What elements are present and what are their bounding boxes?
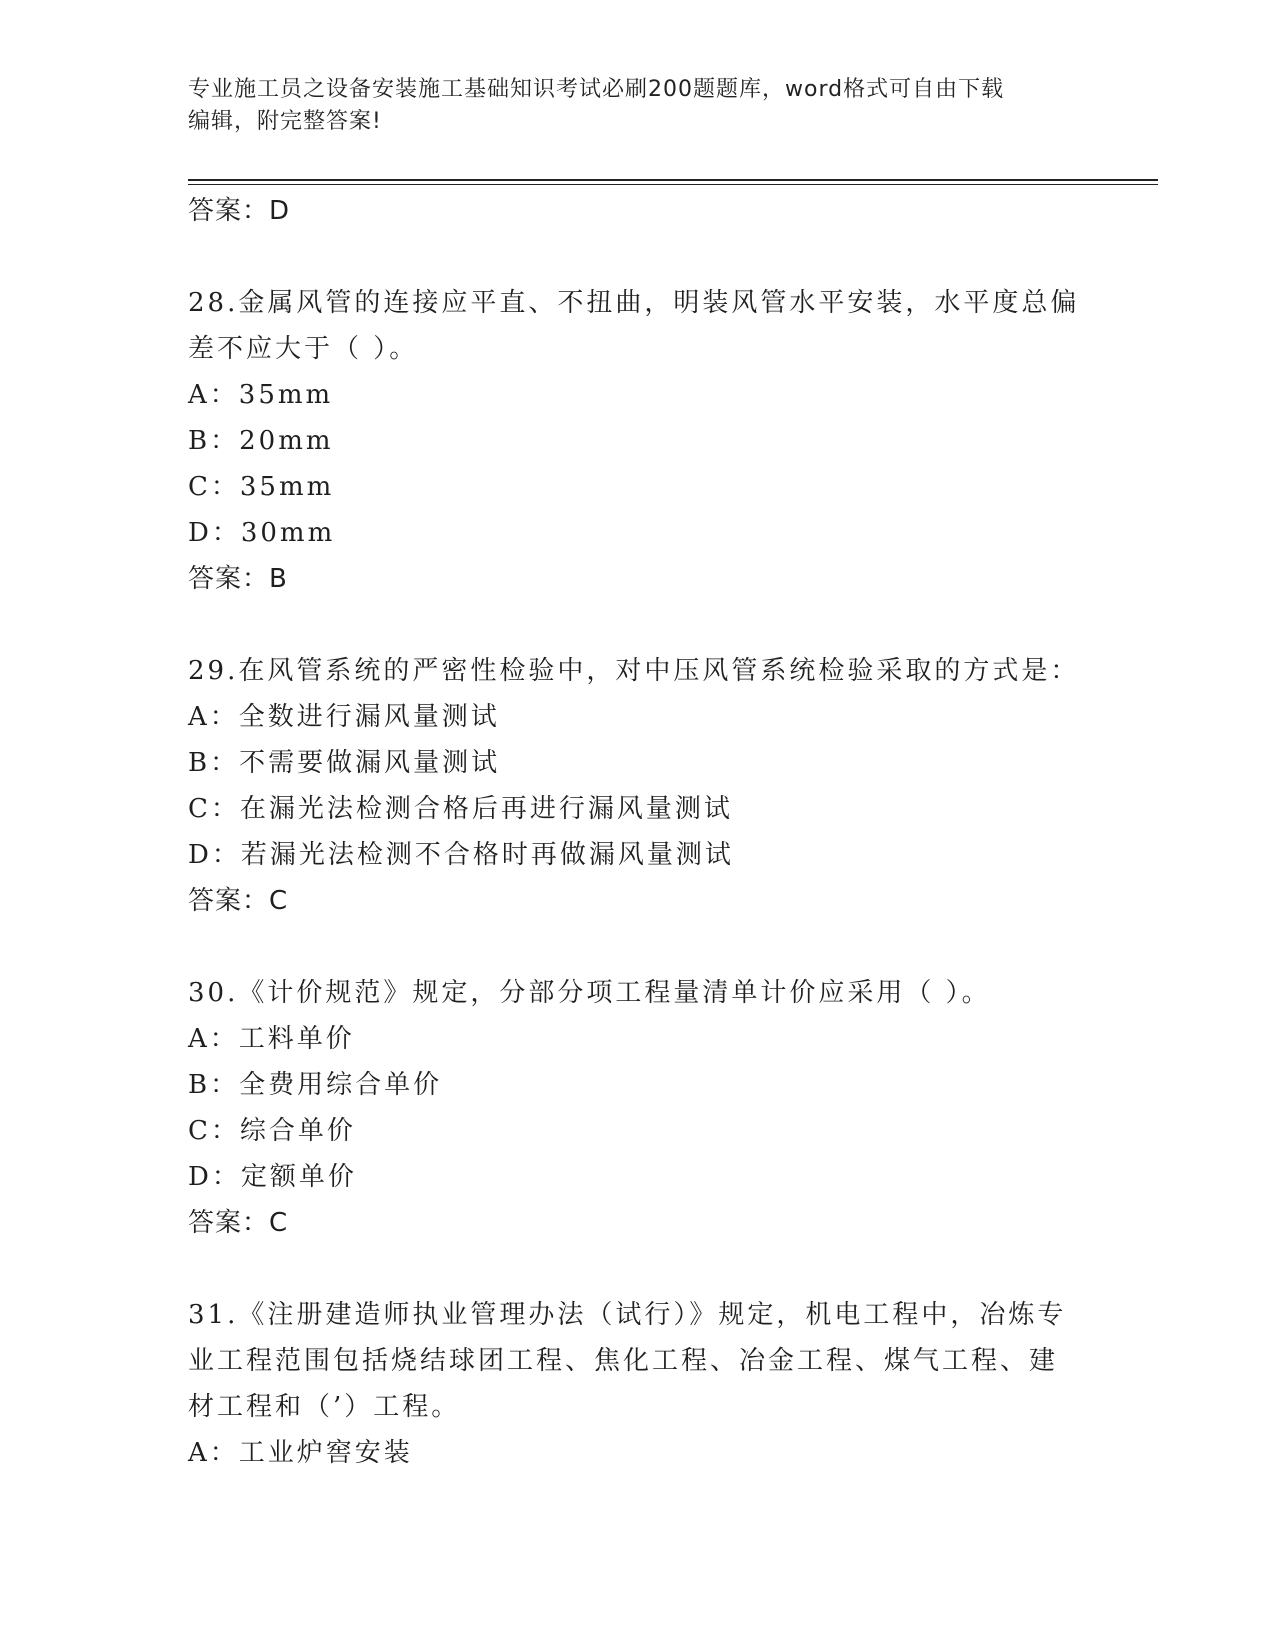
question-30 xyxy=(188,970,1088,1246)
option-b: B：20mm xyxy=(188,426,334,456)
option-d: D：若漏光法检测不合格时再做漏风量测试 xyxy=(188,840,734,870)
page-header xyxy=(188,74,1088,138)
spacer xyxy=(188,602,1088,648)
question-text: 业工程范围包括烧结球团工程、焦化工程、冶金工程、煤气工程、建 xyxy=(188,1346,1059,1376)
question-text: 差不应大于（ ）。 xyxy=(188,334,419,364)
option-d: D：定额单价 xyxy=(188,1162,357,1192)
option-a: A：工业炉窖安装 xyxy=(188,1438,413,1468)
question-text: 28.金属风管的连接应平直、不扭曲，明装风管水平安装，水平度总偏 xyxy=(188,288,1080,318)
spacer xyxy=(188,234,1088,280)
header-title-line1: 专业施工员之设备安装施工基础知识考试必刷200题题库，word格式可自由下载 xyxy=(188,77,1005,102)
option-a: A：35mm xyxy=(188,380,334,410)
header-divider-thin xyxy=(188,184,1158,185)
header-divider-thick xyxy=(188,179,1158,181)
question-29 xyxy=(188,648,1088,924)
option-a: A：工料单价 xyxy=(188,1024,355,1054)
question-28 xyxy=(188,280,1088,602)
option-a: A：全数进行漏风量测试 xyxy=(188,702,500,732)
answer-line: 答案：C xyxy=(188,886,289,916)
option-c: C：在漏光法检测合格后再进行漏风量测试 xyxy=(188,794,733,824)
question-text: 31.《注册建造师执业管理办法（试行）》规定，机电工程中，冶炼专 xyxy=(188,1300,1067,1330)
question-list xyxy=(188,188,1088,1476)
question-text: 30.《计价规范》规定，分部分项工程量清单计价应采用（ ）。 xyxy=(188,978,991,1008)
option-d: D：30mm xyxy=(188,518,336,548)
answer-line: 答案：D xyxy=(188,196,291,226)
spacer xyxy=(188,1246,1088,1292)
option-b: B：全费用综合单价 xyxy=(188,1070,443,1100)
question-31 xyxy=(188,1292,1088,1476)
question-text: 材工程和（’）工程。 xyxy=(188,1392,461,1422)
answer-line: 答案：C xyxy=(188,1208,289,1238)
option-c: C：35mm xyxy=(188,472,335,502)
spacer xyxy=(188,924,1088,970)
answer-line: 答案：B xyxy=(188,564,288,594)
header-title-line2: 编辑，附完整答案! xyxy=(188,109,382,134)
option-b: B：不需要做漏风量测试 xyxy=(188,748,501,778)
option-c: C：综合单价 xyxy=(188,1116,356,1146)
question-text: 29.在风管系统的严密性检验中，对中压风管系统检验采取的方式是： xyxy=(188,656,1080,686)
